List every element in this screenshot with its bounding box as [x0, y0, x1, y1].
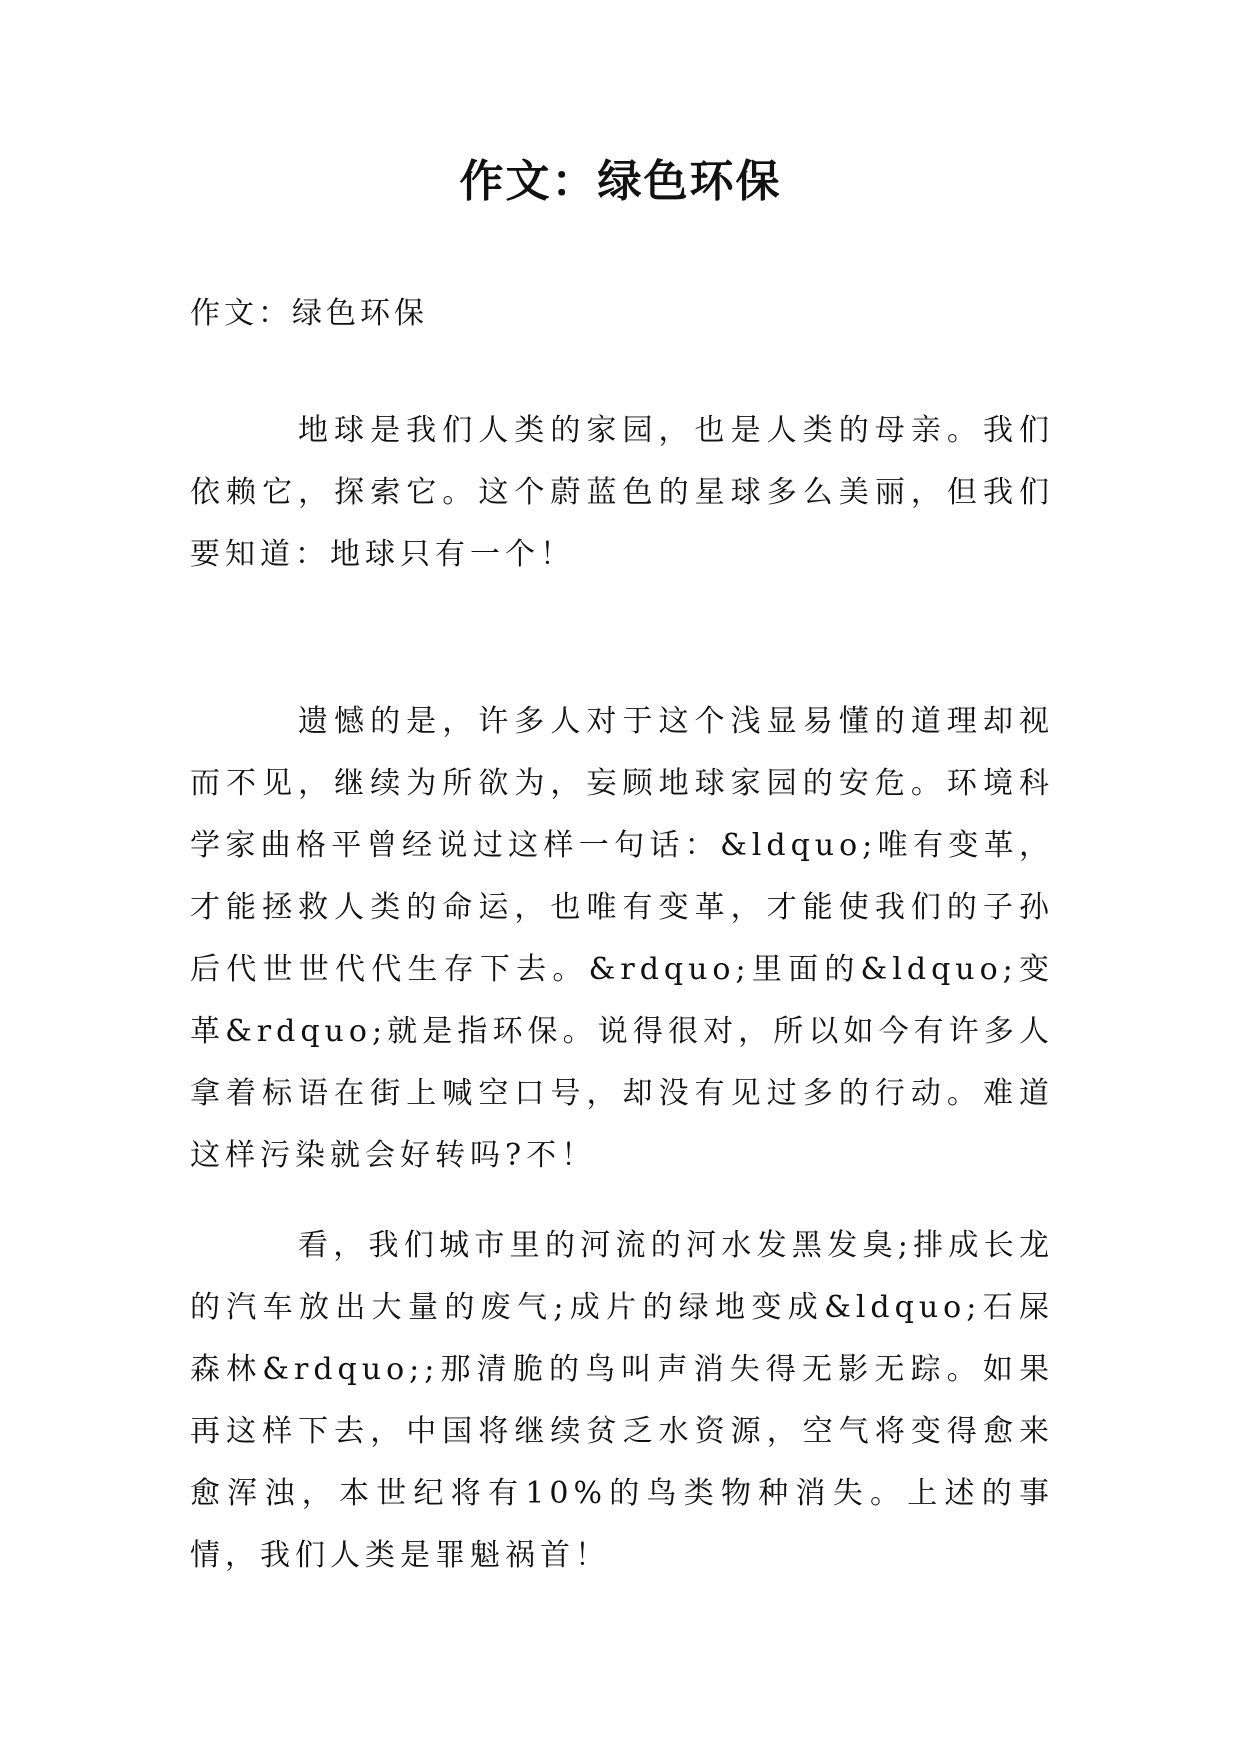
document-title: 作文：绿色环保 — [459, 156, 782, 207]
paragraph-1: 地球是我们人类的家园，也是人类的母亲。我们依赖它，探索它。这个蔚蓝色的星球多么美丽，但我们要知道：地球只有一个！ — [190, 413, 1054, 572]
paragraph-3: 看，我们城市里的河流的河水发黑发臭;排成长龙的汽车放出大量的废气;成片的绿地变成&ldquo;石屎森林&rdquo;;那清脆的鸟叫声消失得无影无踪。如果再这样下去，中国将继续贫乏水资源，空气将变得愈来愈浑浊，本世纪将有10%的鸟类物种消失。上述的事情，我们人类是罪魁祸首！ — [190, 1228, 1054, 1573]
paragraph-2: 遗憾的是，许多人对于这个浅显易懂的道理却视而不见，继续为所欲为，妄顾地球家园的安危。环境科学家曲格平曾经说过这样一句话：&ldquo;唯有变革，才能拯救人类的命运，也唯有变革，才能使我们的子孙后代世世代代生存下去。&rdquo;里面的&ldquo;变革&rdquo;就是指环保。说得很对，所以如今有许多人拿着标语在街上喊空口号，却没有见过多的行动。难道这样污染就会好转吗?不！ — [190, 704, 1054, 1173]
document-subtitle: 作文：绿色环保 — [190, 296, 428, 331]
